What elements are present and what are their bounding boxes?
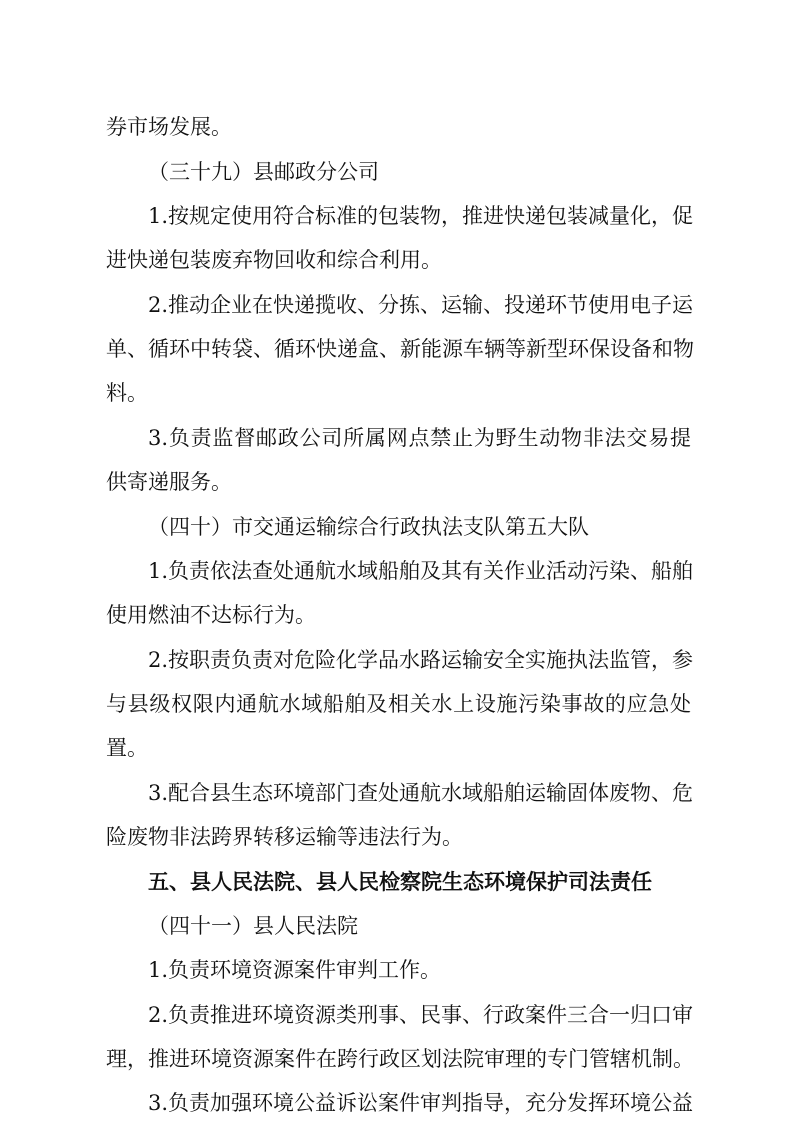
section-heading: （四十）市交通运输综合行政执法支队第五大队: [148, 515, 589, 539]
chapter-heading: 五、县人民法院、县人民检察院生态环境保护司法责任: [148, 870, 652, 894]
paragraph-line: 1.负责依法查处通航水域船舶及其有关作业活动污染、船舶: [148, 559, 694, 583]
paragraph-line: 进快递包装废弃物回收和综合利用。: [106, 248, 442, 272]
paragraph-line: 置。: [106, 736, 148, 760]
paragraph-line: 与县级权限内通航水域船舶及相关水上设施污染事故的应急处: [106, 692, 691, 716]
paragraph-line: 2.推动企业在快递揽收、分拣、运输、投递环节使用电子运: [148, 293, 694, 317]
section-heading: （四十一）县人民法院: [148, 914, 358, 938]
paragraph-line: 理，推进环境资源案件在跨行政区划法院审理的专门管辖机制。: [106, 1047, 694, 1071]
paragraph-line: 1.负责环境资源案件审判工作。: [148, 958, 442, 982]
paragraph-line: 料。: [106, 381, 148, 405]
paragraph-line: 1.按规定使用符合标准的包装物，推进快递包装减量化，促: [148, 204, 694, 228]
paragraph-line: 单、循环中转袋、循环快递盒、新能源车辆等新型环保设备和物: [106, 337, 694, 361]
paragraph-line: 供寄递服务。: [106, 470, 232, 494]
paragraph-line: 3.负责监督邮政公司所属网点禁止为野生动物非法交易提: [148, 426, 691, 450]
paragraph-line: 券市场发展。: [106, 115, 232, 139]
paragraph-line: 险废物非法跨界转移运输等违法行为。: [106, 825, 463, 849]
paragraph-line: 3.负责加强环境公益诉讼案件审判指导，充分发挥环境公益: [148, 1091, 694, 1115]
paragraph-line: 2.负责推进环境资源类刑事、民事、行政案件三合一归口审: [148, 1003, 694, 1027]
paragraph-line: 3.配合县生态环境部门查处通航水域船舶运输固体废物、危: [148, 781, 694, 805]
section-heading: （三十九）县邮政分公司: [148, 160, 379, 184]
paragraph-line: 使用燃油不达标行为。: [106, 603, 316, 627]
paragraph-line: 2.按职责负责对危险化学品水路运输安全实施执法监管，参: [148, 648, 694, 672]
